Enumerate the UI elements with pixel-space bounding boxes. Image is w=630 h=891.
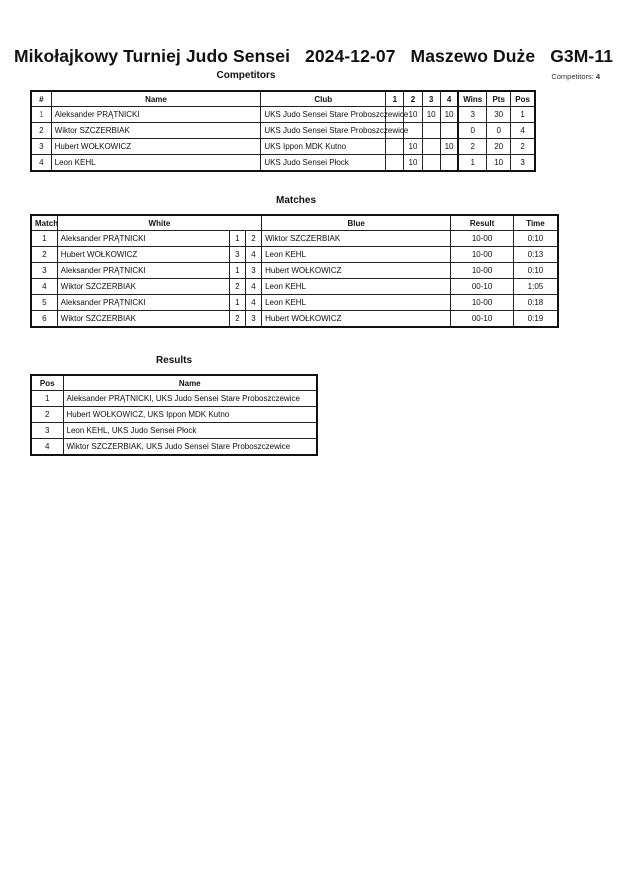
blue-num: 3 (245, 311, 261, 328)
col-header-pts: Pts (487, 91, 511, 107)
score-cell (386, 155, 404, 172)
competitor-club: UKS Judo Sensei Stare Proboszczewice (261, 123, 386, 139)
col-header-name: Name (63, 375, 317, 391)
pts-cell: 10 (487, 155, 511, 172)
table-row (31, 311, 558, 328)
col-header-club: Club (261, 91, 386, 107)
match-time: 0:19 (513, 311, 558, 328)
col-header-pos: Pos (511, 91, 535, 107)
white-name: Wiktor SZCZERBIAK (57, 311, 229, 328)
white-num: 1 (229, 263, 245, 279)
pos-cell: 1 (511, 107, 535, 123)
col-header-match: Match (31, 215, 57, 231)
score-cell (422, 139, 440, 155)
white-name: Wiktor SZCZERBIAK (57, 279, 229, 295)
white-num: 1 (229, 295, 245, 311)
results-header-row (31, 375, 317, 391)
score-cell: 10 (404, 107, 422, 123)
score-cell (422, 123, 440, 139)
table-row (31, 263, 558, 279)
match-num: 4 (31, 279, 57, 295)
tournament-date: 2024-12-07 (305, 46, 396, 66)
results-title: Results (155, 355, 193, 366)
competitor-club: UKS Ippon MDK Kutno (261, 139, 386, 155)
col-header-result: Result (451, 215, 514, 231)
match-result: 10-00 (451, 231, 514, 247)
competitor-club: UKS Judo Sensei Płock (261, 155, 386, 172)
competitor-num: 4 (31, 155, 51, 172)
score-cell (440, 155, 458, 172)
table-row (31, 155, 535, 172)
table-row (31, 139, 535, 155)
col-header-name: Name (51, 91, 261, 107)
col-header-pos: Pos (31, 375, 63, 391)
pos-cell: 3 (511, 155, 535, 172)
matches-title: Matches (275, 195, 316, 206)
blue-num: 4 (245, 279, 261, 295)
col-header-wins: Wins (458, 91, 486, 107)
score-cell: 10 (440, 107, 458, 123)
score-cell: 10 (404, 155, 422, 172)
wins-cell: 0 (458, 123, 486, 139)
competitor-num: 1 (31, 107, 51, 123)
wins-cell: 2 (458, 139, 486, 155)
table-row (31, 231, 558, 247)
page-title (14, 46, 624, 67)
competitor-name: Leon KEHL (51, 155, 261, 172)
pts-cell: 30 (487, 107, 511, 123)
table-row (31, 391, 317, 407)
match-num: 6 (31, 311, 57, 328)
blue-name: Leon KEHL (262, 279, 451, 295)
score-cell: 10 (404, 139, 422, 155)
match-time: 1:05 (513, 279, 558, 295)
blue-num: 3 (245, 263, 261, 279)
table-row (31, 279, 558, 295)
white-name: Aleksander PRĄTNICKI (57, 295, 229, 311)
table-row (31, 123, 535, 139)
result-pos: 3 (31, 423, 63, 439)
white-num: 2 (229, 279, 245, 295)
competitor-name: Hubert WOŁKOWICZ (51, 139, 261, 155)
match-time: 0:10 (513, 263, 558, 279)
wins-cell: 1 (458, 155, 486, 172)
competitor-club: UKS Judo Sensei Stare Proboszczewice (261, 107, 386, 123)
match-time: 0:13 (513, 247, 558, 263)
col-header-1: 1 (386, 91, 404, 107)
result-pos: 4 (31, 439, 63, 456)
score-cell: 10 (440, 139, 458, 155)
results-table (30, 374, 318, 456)
match-num: 2 (31, 247, 57, 263)
score-cell (422, 155, 440, 172)
match-result: 00-10 (451, 279, 514, 295)
competitors-table (30, 90, 536, 172)
competitor-num: 2 (31, 123, 51, 139)
col-header-time: Time (513, 215, 558, 231)
tournament-name: Mikołajkowy Turniej Judo Sensei (14, 46, 291, 66)
competitors-count (520, 72, 600, 81)
white-num: 2 (229, 311, 245, 328)
score-cell: 10 (422, 107, 440, 123)
match-result: 10-00 (451, 263, 514, 279)
table-row (31, 295, 558, 311)
white-name: Aleksander PRĄTNICKI (57, 231, 229, 247)
blue-num: 2 (245, 231, 261, 247)
table-row (31, 107, 535, 123)
col-header-num: # (31, 91, 51, 107)
match-result: 00-10 (451, 311, 514, 328)
result-name: Hubert WOŁKOWICZ, UKS Ippon MDK Kutno (63, 407, 317, 423)
white-name: Aleksander PRĄTNICKI (57, 263, 229, 279)
pos-cell: 4 (511, 123, 535, 139)
matches-table (30, 214, 559, 328)
col-header-white: White (57, 215, 261, 231)
match-num: 3 (31, 263, 57, 279)
table-row (31, 439, 317, 456)
pts-cell: 0 (487, 123, 511, 139)
blue-num: 4 (245, 247, 261, 263)
white-num: 3 (229, 247, 245, 263)
competitors-title: Competitors (216, 70, 276, 81)
category-code: G3M-11 (550, 46, 614, 66)
match-time: 0:10 (513, 231, 558, 247)
result-name: Wiktor SZCZERBIAK, UKS Judo Sensei Stare Proboszczewice (63, 439, 317, 456)
competitor-name: Aleksander PRĄTNICKI (51, 107, 261, 123)
match-time: 0:18 (513, 295, 558, 311)
blue-name: Hubert WOŁKOWICZ (262, 263, 451, 279)
score-cell (440, 123, 458, 139)
blue-name: Wiktor SZCZERBIAK (262, 231, 451, 247)
match-result: 10-00 (451, 295, 514, 311)
match-num: 1 (31, 231, 57, 247)
match-result: 10-00 (451, 247, 514, 263)
result-name: Aleksander PRĄTNICKI, UKS Judo Sensei Stare Proboszczewice (63, 391, 317, 407)
competitors-header-row (31, 91, 535, 107)
result-name: Leon KEHL, UKS Judo Sensei Płock (63, 423, 317, 439)
pos-cell: 2 (511, 139, 535, 155)
table-row (31, 247, 558, 263)
competitor-num: 3 (31, 139, 51, 155)
blue-name: Hubert WOŁKOWICZ (262, 311, 451, 328)
blue-name: Leon KEHL (262, 295, 451, 311)
table-row (31, 407, 317, 423)
pts-cell: 20 (487, 139, 511, 155)
competitors-count-label: Competitors: (551, 72, 594, 81)
match-num: 5 (31, 295, 57, 311)
blue-num: 4 (245, 295, 261, 311)
result-pos: 2 (31, 407, 63, 423)
blue-name: Leon KEHL (262, 247, 451, 263)
competitors-count-value: 4 (595, 72, 600, 81)
col-header-blue: Blue (262, 215, 451, 231)
col-header-4: 4 (440, 91, 458, 107)
result-pos: 1 (31, 391, 63, 407)
col-header-2: 2 (404, 91, 422, 107)
matches-header-row (31, 215, 558, 231)
wins-cell: 3 (458, 107, 486, 123)
table-row (31, 423, 317, 439)
white-num: 1 (229, 231, 245, 247)
tournament-location: Maszewo Duże (410, 46, 536, 66)
col-header-3: 3 (422, 91, 440, 107)
score-cell (386, 139, 404, 155)
white-name: Hubert WOŁKOWICZ (57, 247, 229, 263)
competitor-name: Wiktor SZCZERBIAK (51, 123, 261, 139)
